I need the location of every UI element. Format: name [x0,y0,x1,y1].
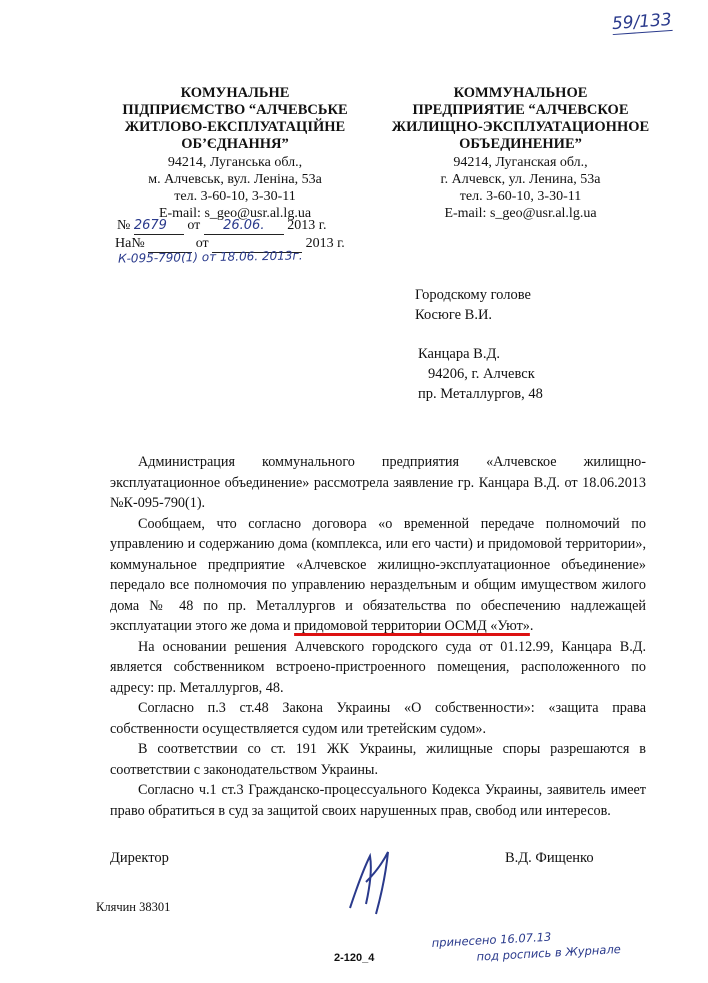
left-header [120,85,350,222]
signatory-title: Директор [110,850,169,866]
left-address-2: м. Алчевськ, вул. Леніна, 53а [148,172,322,187]
right-address-2: г. Алчевск, ул. Ленина, 53а [440,172,601,187]
signatory-name: В.Д. Фищенко [505,850,594,866]
ref-number: 2679 [134,217,184,235]
left-email: E-mail: s_geo@usr.al.lg.ua [158,206,312,221]
paragraph-6: Согласно ч.1 ст.3 Гражданско-процессуального Кодекса Украины, заявитель имеет право обратиться в суд за защитой своих нарушенных прав, свобод или интересов. [110,782,646,819]
paragraph-2: Сообщаем, что согласно договора «о временной передаче полномочий по управлению и содержанию дома (комплекса, или его части) и придомовой территории», коммунальное предприятие «Алчевское жилищно-эксплуатационное объединение» передало все полномочия по управлению неразделъным и общим имуществом жилого дома № 48 по пр. Металлургов и обязательства по обеспечению надлежащей эксплуатации этого же дома и придомовой территории ОСМД «Уют». [110,515,646,634]
left-phone: тел. 3-60-10, 3-30-11 [174,189,296,204]
recipient-mayor-name: Косюге В.И. [415,307,493,323]
left-org-name: КОМУНАЛЬНЕ ПІДПРИЄМСТВО “АЛЧЕВСЬКЕ ЖИТЛОВО-ЕКСПЛУАТАЦІЙНЕ ОБ’ЄДНАННЯ” [122,85,348,152]
left-address-1: 94214, Луганська обл., [167,155,303,170]
ref-date: 26.06. [204,217,284,235]
letter-body [110,452,646,821]
handwritten-ref: К-095-790(1) от 18.06. 2013г. [117,248,303,266]
reply-ref: На№ от 2013 г. [115,236,345,251]
paragraph-1: Администрация коммунального предприятия «Алчевское жилищно-эксплуатационное объединение» рассмотрела заявление гр. Канцара В.Д. от 18.06.2013 №К-095-790(1). [110,454,646,511]
recipient-applicant-street: пр. Металлургов, 48 [418,386,543,402]
handwritten-delivery-note: принесено 16.07.13 под роспись в Журнале [431,929,622,964]
underlined-osmd: придомовой территории ОСМД «Уют» [294,618,530,634]
recipient-applicant-city: 94206, г. Алчевск [428,366,535,382]
right-email: E-mail: s_geo@usr.al.lg.ua [444,206,597,221]
right-address-1: 94214, Луганская обл., [453,155,588,170]
recipient-applicant-name: Канцара В.Д. [418,346,500,362]
right-org-name: КОММУНАЛЬНОЕ ПРЕДПРИЯТИЕ “АЛЧЕВСКОЕ ЖИЛИЩНО-ЭКСПЛУАТАЦИОННОЕ ОБЪЕДИНЕНИЕ” [391,85,650,152]
recipient-mayor-title: Городскому голове [415,287,531,303]
document-code: 2-120_4 [334,952,375,964]
stamp-number: 59/133 [611,9,673,35]
handwritten-signature [330,838,410,918]
executor-note: Клячин 38301 [96,900,171,914]
paragraph-5: В соответствии со ст. 191 ЖК Украины, жилищные споры разрешаются в соответствии с законодательством Украины. [110,741,646,778]
right-header [378,85,663,222]
outgoing-ref: № 2679 от 26.06. 2013 г. [117,218,327,233]
paragraph-4: Согласно п.3 ст.48 Закона Украины «О собственности»: «защита права собственности осуществляется судом или третейским судом». [110,700,646,737]
paragraph-3: На основании решения Алчевского городского суда от 01.12.99, Канцара В.Д. является собственником встроено-пристроенного помещения, расположенного по адресу: пр. Металлургов, 48. [110,638,646,696]
recipient-block [415,285,543,404]
right-phone: тел. 3-60-10, 3-30-11 [459,189,582,204]
